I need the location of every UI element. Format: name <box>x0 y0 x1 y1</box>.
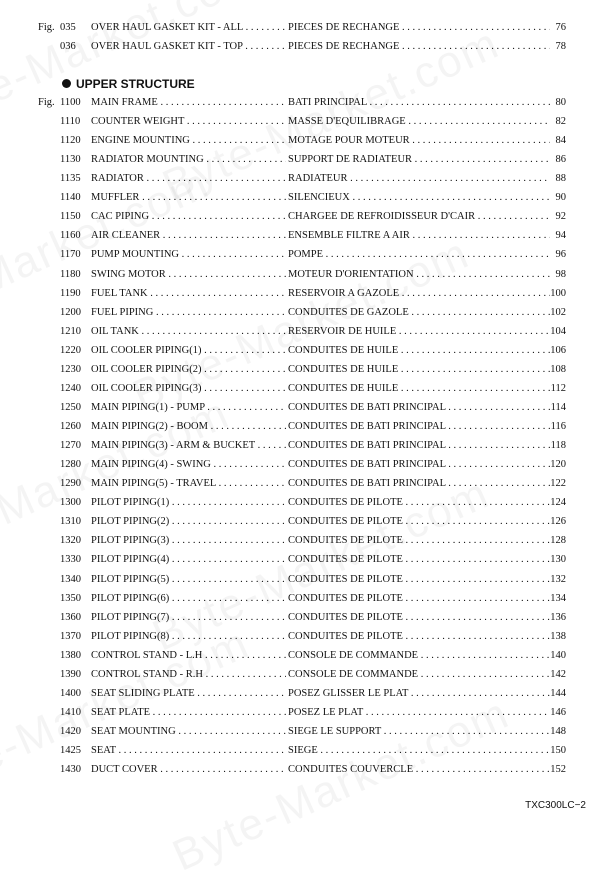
page-number: 146 <box>550 706 566 718</box>
index-row <box>0 303 616 322</box>
index-row <box>0 703 616 722</box>
french-title: MOTEUR D'ORIENTATION . . . <box>288 265 550 284</box>
figure-number: 1310 <box>60 516 81 528</box>
english-title: OIL COOLER PIPING(1) . . . <box>91 341 286 360</box>
index-row <box>0 570 616 589</box>
figure-number: 1400 <box>60 687 81 699</box>
figure-number: 1260 <box>60 421 81 433</box>
figure-number: 1430 <box>60 764 81 776</box>
page-number: 96 <box>555 249 566 261</box>
french-title: SIEGE LE SUPPORT . . . <box>288 722 550 741</box>
figure-number: 1160 <box>60 230 81 242</box>
page-number: 122 <box>550 478 566 490</box>
index-row <box>0 436 616 455</box>
index-row <box>0 512 616 531</box>
french-title: CONDUITES DE PILOTE . . . <box>288 493 550 512</box>
index-row <box>0 665 616 684</box>
page-number: 114 <box>550 401 566 413</box>
index-row <box>0 379 616 398</box>
page-number: 132 <box>550 573 566 585</box>
page-number: 94 <box>555 230 566 242</box>
english-title: SEAT SLIDING PLATE . . . <box>91 684 286 703</box>
index-row <box>0 417 616 436</box>
index-row <box>0 455 616 474</box>
page-number: 140 <box>550 649 566 661</box>
page-number: 138 <box>550 630 566 642</box>
french-title: CONDUITES DE PILOTE . . . <box>288 550 550 569</box>
figure-number: 1250 <box>60 401 81 413</box>
figure-number: 1110 <box>60 116 81 128</box>
figure-number: 1320 <box>60 535 81 547</box>
english-title: RADIATOR . . . <box>91 169 286 188</box>
french-title: CONDUITES DE BATI PRINCIPAL . . . <box>288 417 550 436</box>
page-number: 86 <box>555 154 566 166</box>
index-row <box>0 684 616 703</box>
section-title: UPPER STRUCTURE <box>76 77 195 91</box>
figure-number: 1180 <box>60 268 81 280</box>
page-number: 128 <box>550 535 566 547</box>
french-title: CONDUITES DE BATI PRINCIPAL . . . <box>288 474 550 493</box>
page-number: 82 <box>555 116 566 128</box>
index-row <box>0 226 616 245</box>
figure-number: 1130 <box>60 154 81 166</box>
figure-number: 1190 <box>60 287 81 299</box>
page-number: 106 <box>550 344 566 356</box>
english-title: CAC PIPING . . . <box>91 207 286 226</box>
page-number: 80 <box>555 97 566 108</box>
page-number: 150 <box>550 745 566 757</box>
index-row <box>0 493 616 512</box>
english-title: ENGINE MOUNTING . . . <box>91 131 286 150</box>
english-title: OVER HAUL GASKET KIT - TOP . . . <box>91 37 286 56</box>
french-title: CONDUITES DE BATI PRINCIPAL . . . <box>288 455 550 474</box>
french-title: PIECES DE RECHANGE . . . <box>288 18 550 37</box>
index-row <box>0 322 616 341</box>
page-number: 120 <box>550 459 566 471</box>
french-title: CONDUITES DE HUILE . . . <box>288 360 550 379</box>
figure-number: 1120 <box>60 135 81 147</box>
english-title: MAIN PIPING(1) - PUMP . . . <box>91 398 286 417</box>
page-footer: TXC300LC−2 <box>525 800 586 811</box>
english-title: PILOT PIPING(8) . . . <box>91 627 286 646</box>
french-title: RADIATEUR . . . <box>288 169 550 188</box>
french-title: ENSEMBLE FILTRE A AIR . . . <box>288 226 550 245</box>
figure-number: 1100 <box>60 97 81 108</box>
index-row <box>0 722 616 741</box>
french-title: MASSE D'EQUILIBRAGE . . . <box>288 112 550 131</box>
index-row <box>0 188 616 207</box>
french-title: RESERVOIR DE HUILE . . . <box>288 322 550 341</box>
figure-number: 1140 <box>60 192 81 204</box>
index-row <box>0 608 616 627</box>
page-number: 136 <box>550 611 566 623</box>
french-title: SILENCIEUX . . . <box>288 188 550 207</box>
english-title: FUEL TANK . . . <box>91 284 286 303</box>
figure-number: 1150 <box>60 211 81 223</box>
french-title: CONDUITES DE PILOTE . . . <box>288 589 550 608</box>
figure-number: 1370 <box>60 630 81 642</box>
french-title: CONDUITES DE BATI PRINCIPAL . . . <box>288 436 550 455</box>
page-number: 116 <box>550 421 566 433</box>
bullet-icon <box>62 79 71 88</box>
french-title: RESERVOIR A GAZOLE . . . <box>288 284 550 303</box>
english-title: PILOT PIPING(1) . . . <box>91 493 286 512</box>
english-title: MAIN PIPING(2) - BOOM . . . <box>91 417 286 436</box>
english-title: PUMP MOUNTING . . . <box>91 245 286 264</box>
english-title: MAIN PIPING(4) - SWING . . . <box>91 455 286 474</box>
french-title: CONDUITES DE BATI PRINCIPAL . . . <box>288 398 550 417</box>
english-title: PILOT PIPING(6) . . . <box>91 589 286 608</box>
index-row <box>0 265 616 284</box>
index-row <box>0 37 616 56</box>
french-title: CHARGEE DE REFROIDISSEUR D'CAIR . . . <box>288 207 550 226</box>
figure-number: 1390 <box>60 668 81 680</box>
index-row <box>0 341 616 360</box>
index-row <box>0 150 616 169</box>
english-title: AIR CLEANER . . . <box>91 226 286 245</box>
index-row <box>0 760 616 779</box>
french-title: CONDUITES DE PILOTE . . . <box>288 570 550 589</box>
figure-number: 1330 <box>60 554 81 566</box>
page-number: 124 <box>550 497 566 509</box>
figure-number: 035 <box>60 22 76 33</box>
page-number: 98 <box>555 268 566 280</box>
french-title: SIEGE . . . <box>288 741 550 760</box>
index-row <box>0 112 616 131</box>
page-number: 152 <box>550 764 566 776</box>
index-row <box>0 93 616 112</box>
english-title: MUFFLER . . . <box>91 188 286 207</box>
french-title: CONSOLE DE COMMANDE . . . <box>288 646 550 665</box>
english-title: DUCT COVER . . . <box>91 760 286 779</box>
figure-number: 1410 <box>60 706 81 718</box>
english-title: OIL TANK . . . <box>91 322 286 341</box>
french-title: CONDUITES DE PILOTE . . . <box>288 627 550 646</box>
figure-number: 1340 <box>60 573 81 585</box>
index-row <box>0 741 616 760</box>
french-title: POSEZ GLISSER LE PLAT . . . <box>288 684 550 703</box>
figure-number: 1200 <box>60 306 81 318</box>
figure-number: 1290 <box>60 478 81 490</box>
page-number: 130 <box>550 554 566 566</box>
english-title: PILOT PIPING(5) . . . <box>91 570 286 589</box>
index-row <box>0 169 616 188</box>
index-row <box>0 646 616 665</box>
french-title: SUPPORT DE RADIATEUR . . . <box>288 150 550 169</box>
page-number: 126 <box>550 516 566 528</box>
page-number: 104 <box>550 325 566 337</box>
french-title: CONDUITES DE HUILE . . . <box>288 379 550 398</box>
french-title: CONDUITES DE GAZOLE . . . <box>288 303 550 322</box>
index-row <box>0 360 616 379</box>
french-title: BATI PRINCIPAL . . . <box>288 93 550 112</box>
figure-number: 036 <box>60 41 76 52</box>
index-row <box>0 531 616 550</box>
page-number: 144 <box>550 687 566 699</box>
page-number: 100 <box>550 287 566 299</box>
english-title: MAIN PIPING(5) - TRAVEL . . . <box>91 474 286 493</box>
page-number: 118 <box>550 440 566 452</box>
english-title: SEAT MOUNTING . . . <box>91 722 286 741</box>
english-title: MAIN PIPING(3) - ARM & BUCKET . . . <box>91 436 286 455</box>
page-number: 90 <box>555 192 566 204</box>
english-title: OIL COOLER PIPING(2) . . . <box>91 360 286 379</box>
figure-number: 1420 <box>60 725 81 737</box>
french-title: CONDUITES DE PILOTE . . . <box>288 608 550 627</box>
page-number: 76 <box>555 22 566 33</box>
page-number: 142 <box>550 668 566 680</box>
index-row <box>0 398 616 417</box>
index-row <box>0 589 616 608</box>
english-title: SWING MOTOR . . . <box>91 265 286 284</box>
english-title: PILOT PIPING(3) . . . <box>91 531 286 550</box>
fig-label: Fig. <box>38 22 55 33</box>
figure-number: 1300 <box>60 497 81 509</box>
figure-number: 1135 <box>60 173 81 185</box>
french-title: MOTAGE POUR MOTEUR . . . <box>288 131 550 150</box>
english-title: RADIATOR MOUNTING . . . <box>91 150 286 169</box>
index-row <box>0 131 616 150</box>
figure-number: 1230 <box>60 363 81 375</box>
english-title: FUEL PIPING . . . <box>91 303 286 322</box>
english-title: OVER HAUL GASKET KIT - ALL . . . <box>91 18 286 37</box>
index-row <box>0 245 616 264</box>
french-title: CONSOLE DE COMMANDE . . . <box>288 665 550 684</box>
english-title: MAIN FRAME . . . <box>91 93 286 112</box>
english-title: CONTROL STAND - L.H . . . <box>91 646 286 665</box>
page-number: 134 <box>550 592 566 604</box>
french-title: POMPE . . . <box>288 245 550 264</box>
figure-number: 1280 <box>60 459 81 471</box>
index-row <box>0 207 616 226</box>
page-number: 84 <box>555 135 566 147</box>
fig-label: Fig. <box>38 97 55 108</box>
page-number: 112 <box>550 382 566 394</box>
page-number: 78 <box>555 41 566 52</box>
english-title: PILOT PIPING(2) . . . <box>91 512 286 531</box>
french-title: CONDUITES DE PILOTE . . . <box>288 531 550 550</box>
english-title: PILOT PIPING(7) . . . <box>91 608 286 627</box>
figure-number: 1220 <box>60 344 81 356</box>
figure-number: 1270 <box>60 440 81 452</box>
index-row <box>0 550 616 569</box>
index-row <box>0 284 616 303</box>
figure-number: 1170 <box>60 249 81 261</box>
index-row <box>0 18 616 37</box>
figure-number: 1425 <box>60 745 81 757</box>
page-number: 102 <box>550 306 566 318</box>
french-title: CONDUITES DE PILOTE . . . <box>288 512 550 531</box>
english-title: COUNTER WEIGHT . . . <box>91 112 286 131</box>
french-title: CONDUITES DE HUILE . . . <box>288 341 550 360</box>
french-title: POSEZ LE PLAT . . . <box>288 703 550 722</box>
english-title: PILOT PIPING(4) . . . <box>91 550 286 569</box>
index-row <box>0 474 616 493</box>
english-title: CONTROL STAND - R.H . . . <box>91 665 286 684</box>
figure-number: 1380 <box>60 649 81 661</box>
index-row <box>0 627 616 646</box>
page-number: 148 <box>550 725 566 737</box>
figure-number: 1350 <box>60 592 81 604</box>
english-title: OIL COOLER PIPING(3) . . . <box>91 379 286 398</box>
figure-number: 1210 <box>60 325 81 337</box>
french-title: CONDUITES COUVERCLE . . . <box>288 760 550 779</box>
english-title: SEAT . . . <box>91 741 286 760</box>
section-heading <box>62 77 195 91</box>
figure-number: 1360 <box>60 611 81 623</box>
page-number: 88 <box>555 173 566 185</box>
page-number: 92 <box>555 211 566 223</box>
page-number: 108 <box>550 363 566 375</box>
english-title: SEAT PLATE . . . <box>91 703 286 722</box>
french-title: PIECES DE RECHANGE . . . <box>288 37 550 56</box>
figure-number: 1240 <box>60 382 81 394</box>
